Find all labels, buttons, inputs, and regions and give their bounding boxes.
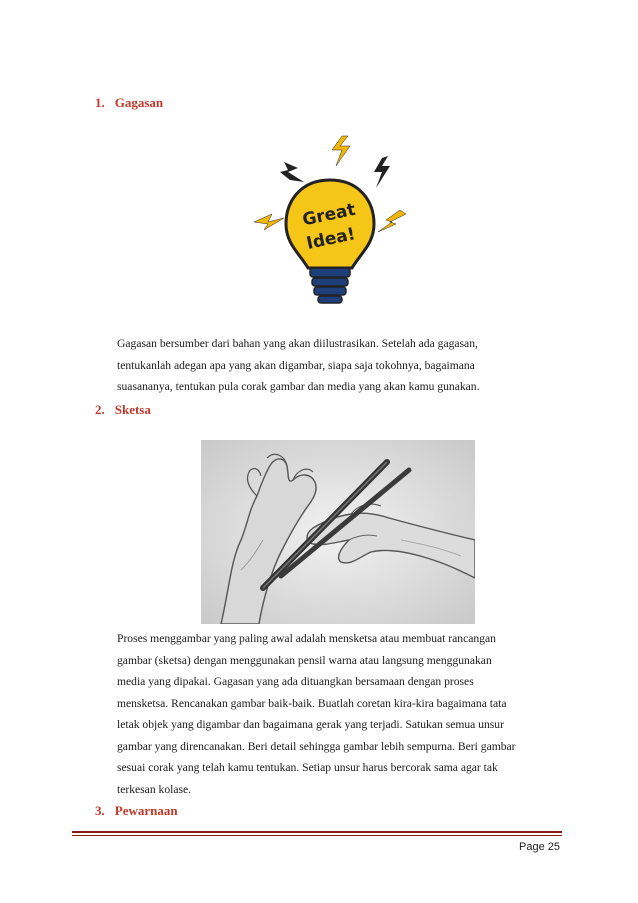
gagasan-paragraph	[117, 333, 557, 398]
paragraph-line: media yang dipakai. Gagasan yang ada dituangkan bersamaan dengan proses	[117, 675, 474, 688]
paragraph-line: gambar (sketsa) dengan menggunakan pensil warna atau langsung menggunakan	[117, 653, 492, 667]
footer-rule-thin	[72, 835, 562, 836]
section-title: Pewarnaan	[114, 803, 178, 818]
section-number: 2.	[95, 402, 105, 417]
section-title: Sketsa	[114, 402, 151, 417]
section-number: 1.	[95, 95, 105, 110]
paragraph-line: tentukanlah adegan apa yang akan digambar, siapa saja tokohnya, bagaimana	[117, 358, 475, 372]
paragraph-line: letak objek yang digambar dan bagaimana gerak yang terjadi. Satukan semua unsur	[117, 718, 504, 731]
section-number: 3.	[95, 803, 105, 818]
paragraph-line: sesuai corak yang telah kamu tentukan. Setiap unsur harus bercorak sama agar tak	[117, 761, 498, 774]
section-heading-sketsa	[95, 402, 151, 418]
section-heading-pewarnaan	[95, 803, 178, 819]
sketsa-paragraph	[117, 628, 557, 800]
great-idea-bulb-image	[250, 128, 410, 318]
bulb-text-idea: Idea!	[304, 224, 358, 255]
hand-chopsticks-sketch-image	[201, 440, 475, 624]
paragraph-line: terkesan kolase.	[117, 782, 192, 796]
sketch-drawing	[201, 440, 475, 624]
section-title: Gagasan	[114, 95, 164, 110]
paragraph-line: mensketsa. Rencanakan gambar baik-baik. Buatlah coretan kira-kira bagaimana tata	[117, 696, 507, 710]
bulb-text-great: Great	[300, 199, 358, 231]
footer-rule	[72, 831, 562, 833]
paragraph-line: Proses menggambar yang paling awal adalah mensketsa atau membuat rancangan	[117, 632, 496, 645]
paragraph-line: Gagasan bersumber dari bahan yang akan diilustrasikan. Setelah ada gagasan,	[117, 337, 478, 350]
page-number: Page 25	[519, 841, 560, 853]
paragraph-line: gambar yang direncanakan. Beri detail sehingga gambar lebih sempurna. Beri gambar	[117, 739, 516, 753]
paragraph-line: suasananya, tentukan pula corak gambar dan media yang akan kamu gunakan.	[117, 380, 480, 393]
lightbulb-icon	[250, 128, 410, 318]
section-heading-gagasan	[95, 95, 163, 111]
